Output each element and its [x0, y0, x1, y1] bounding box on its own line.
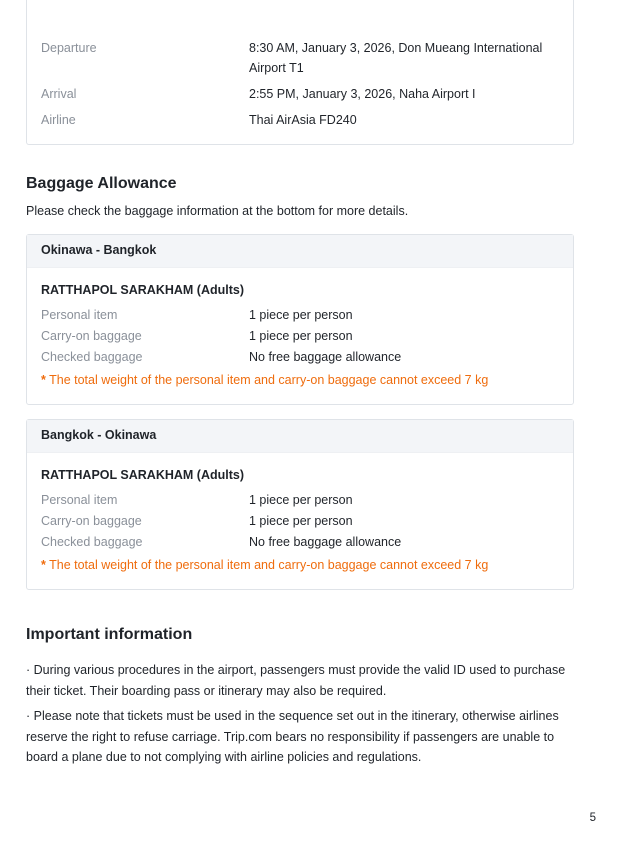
page-number: 5 [589, 812, 596, 824]
baggage-card-segment-2 [26, 419, 574, 590]
segment-header [27, 235, 573, 268]
note-text: The total weight of the personal item and carry-on baggage cannot exceed 7 kg [49, 558, 489, 572]
checked-baggage-label: Checked baggage [41, 350, 143, 364]
important-item-sequence: · Please note that tickets must be used in the sequence set out in the itinerary, otherwise airlines reserve the right to refuse carriage. Trip.com bears no responsibility if passengers are unable to board a plane due to not complying with airline policies and regulations. [26, 709, 559, 764]
airline-value: Thai AirAsia FD240 [249, 113, 357, 127]
personal-item-label: Personal item [41, 308, 118, 322]
departure-value: 8:30 AM, January 3, 2026, Don Mueang International Airport T1 [249, 41, 543, 75]
note-asterisk: * [41, 558, 46, 572]
important-item-id: · During various procedures in the airport, passengers must provide the valid ID used to purchase their ticket. Their boarding pass or itinerary may also be required. [26, 663, 566, 698]
important-title: Important information [26, 626, 193, 643]
arrival-value: 2:55 PM, January 3, 2026, Naha Airport I [249, 87, 476, 101]
note-asterisk: * [41, 373, 46, 387]
personal-item-value: 1 piece per person [249, 493, 353, 507]
baggage-subtitle: Please check the baggage information at the bottom for more details. [26, 204, 409, 218]
arrival-label: Arrival [41, 87, 77, 101]
baggage-title: Baggage Allowance [26, 175, 177, 192]
carry-on-label: Carry-on baggage [41, 514, 142, 528]
checked-baggage-value: No free baggage allowance [249, 535, 402, 549]
segment-header [27, 420, 573, 453]
carry-on-value: 1 piece per person [249, 514, 353, 528]
checked-baggage-value: No free baggage allowance [249, 350, 402, 364]
weight-note [41, 558, 488, 572]
segment-route: Okinawa - Bangkok [41, 243, 157, 257]
carry-on-value: 1 piece per person [249, 329, 353, 343]
personal-item-value: 1 piece per person [249, 308, 353, 322]
personal-item-label: Personal item [41, 493, 118, 507]
airline-label: Airline [41, 113, 76, 127]
baggage-card-segment-1 [26, 234, 574, 405]
departure-label: Departure [41, 41, 97, 55]
weight-note [41, 373, 488, 387]
checked-baggage-label: Checked baggage [41, 535, 143, 549]
passenger-name: RATTHAPOL SARAKHAM (Adults) [41, 468, 244, 482]
passenger-name: RATTHAPOL SARAKHAM (Adults) [41, 283, 244, 297]
carry-on-label: Carry-on baggage [41, 329, 142, 343]
note-text: The total weight of the personal item and carry-on baggage cannot exceed 7 kg [49, 373, 489, 387]
segment-route: Bangkok - Okinawa [41, 428, 157, 442]
flight-details-card [26, 0, 574, 145]
